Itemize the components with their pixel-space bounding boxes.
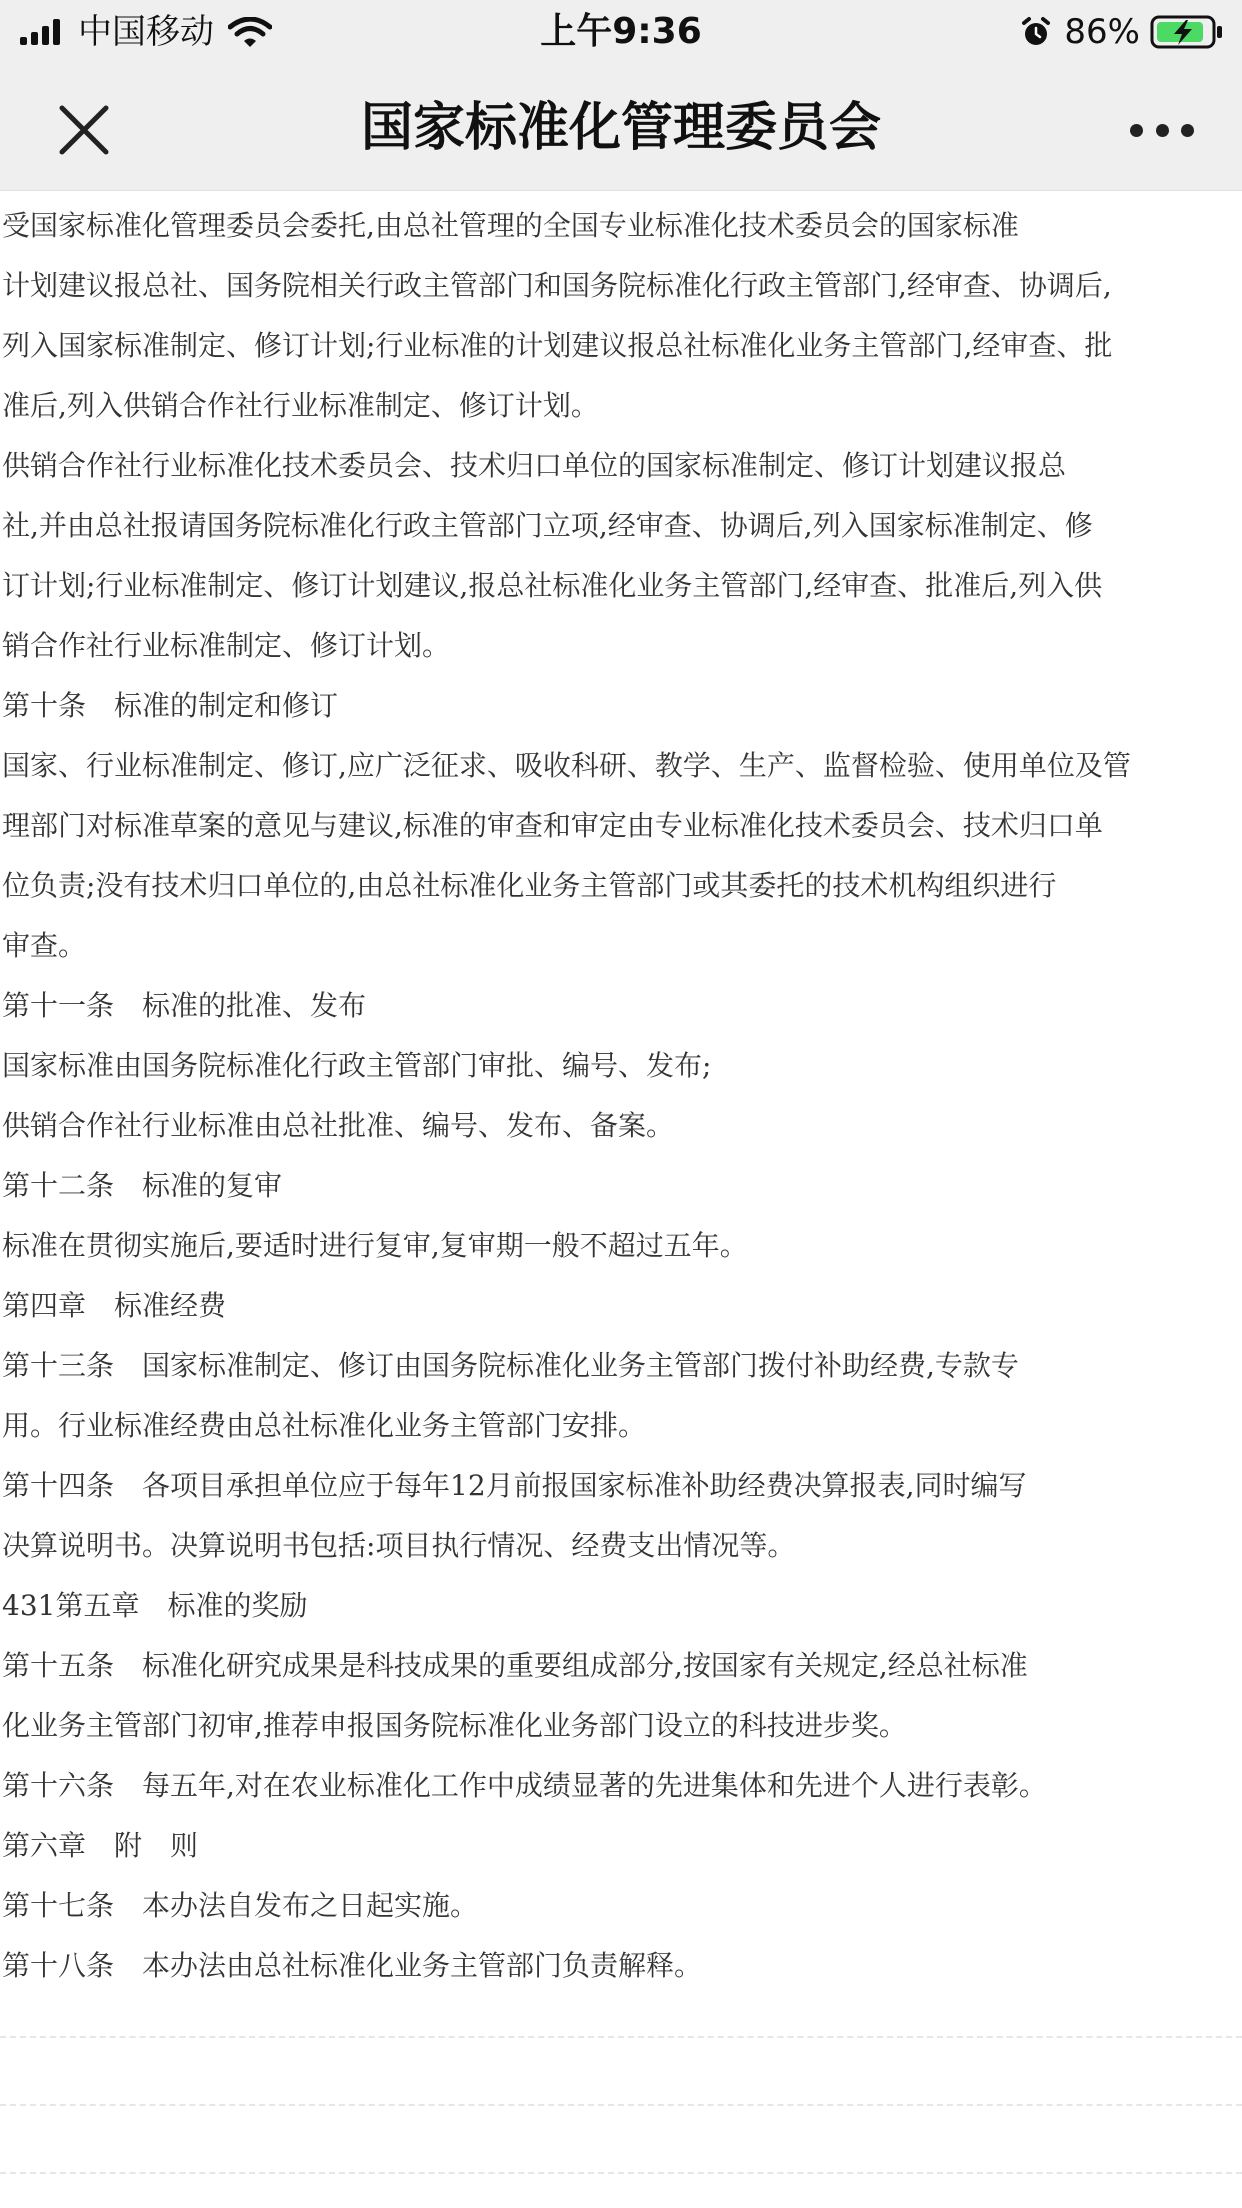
text-line: 第十七条 本办法自发布之日起实施。 — [2, 1889, 479, 1922]
text-line: 列入国家标准制定、修订计划;行业标准的计划建议报总社标准化业务主管部门,经审查、批 — [2, 329, 1113, 362]
text-line: 销合作社行业标准制定、修订计划。 — [2, 629, 451, 662]
section-heading: 第十一条 标准的批准、发布 — [2, 989, 367, 1022]
divider — [0, 2036, 1242, 2038]
battery-percentage: 86% — [1064, 12, 1140, 52]
text-line: 订计划;行业标准制定、修订计划建议,报总社标准化业务主管部门,经审查、批准后,列入供 — [2, 569, 1103, 602]
text-line: 第十五条 标准化研究成果是科技成果的重要组成部分,按国家有关规定,经总社标准 — [2, 1649, 1028, 1682]
battery-charging-icon — [1150, 15, 1224, 49]
text-line: 供销合作社行业标准化技术委员会、技术归口单位的国家标准制定、修订计划建议报总 — [2, 449, 1067, 482]
text-line: 第十三条 国家标准制定、修订由国务院标准化业务主管部门拨付补助经费,专款专 — [2, 1349, 1019, 1382]
text-line: 理部门对标准草案的意见与建议,标准的审查和审定由专业标准化技术委员会、技术归口单 — [2, 809, 1103, 842]
text-line: 决算说明书。决算说明书包括:项目执行情况、经费支出情况等。 — [2, 1529, 796, 1562]
chapter-heading: 第六章 附 则 — [2, 1829, 199, 1862]
status-right — [1020, 10, 1224, 54]
text-line: 标准在贯彻实施后,要适时进行复审,复审期一般不超过五年。 — [2, 1229, 748, 1262]
text-line: 审查。 — [2, 929, 87, 962]
text-line: 供销合作社行业标准由总社批准、编号、发布、备案。 — [2, 1109, 675, 1142]
text-line: 化业务主管部门初审,推荐申报国务院标准化业务部门设立的科技进步奖。 — [2, 1709, 907, 1742]
more-options-icon[interactable] — [1130, 102, 1194, 158]
close-icon[interactable] — [52, 98, 116, 162]
carrier-name: 中国移动 — [78, 12, 214, 52]
chapter-heading: 第四章 标准经费 — [2, 1289, 227, 1322]
text-line: 位负责;没有技术归口单位的,由总社标准化业务主管部门或其委托的技术机构组织进行 — [2, 869, 1057, 902]
section-heading: 第十二条 标准的复审 — [2, 1169, 283, 1202]
status-bar — [0, 0, 1242, 62]
text-line: 社,并由总社报请国务院标准化行政主管部门立项,经审查、协调后,列入国家标准制定、修 — [2, 509, 1093, 542]
text-line: 用。行业标准经费由总社标准化业务主管部门安排。 — [2, 1409, 647, 1442]
text-line: 第十六条 每五年,对在农业标准化工作中成绩显著的先进集体和先进个人进行表彰。 — [2, 1769, 1047, 1802]
page-title: 国家标准化管理委员会 — [360, 98, 881, 158]
section-heading: 第十条 标准的制定和修订 — [2, 689, 339, 722]
alarm-clock-icon — [1020, 16, 1052, 48]
status-time: 上午9:36 — [540, 11, 702, 52]
text-line: 第十四条 各项目承担单位应于每年12月前报国家标准补助经费决算报表,同时编写 — [2, 1469, 1027, 1502]
text-line: 第十八条 本办法由总社标准化业务主管部门负责解释。 — [2, 1949, 703, 1982]
text-line: 受国家标准化管理委员会委托,由总社管理的全国专业标准化技术委员会的国家标准 — [2, 209, 1019, 242]
text-line: 准后,列入供销合作社行业标准制定、修订计划。 — [2, 389, 599, 422]
text-line: 国家、行业标准制定、修订,应广泛征求、吸收科研、教学、生产、监督检验、使用单位及管 — [2, 749, 1131, 782]
text-line: 国家标准由国务院标准化行政主管部门审批、编号、发布; — [2, 1049, 712, 1082]
chapter-heading: 431第五章 标准的奖励 — [2, 1589, 308, 1622]
divider — [0, 2172, 1242, 2174]
text-line: 计划建议报总社、国务院相关行政主管部门和国务院标准化行政主管部门,经审查、协调后, — [2, 269, 1112, 302]
navigation-bar — [0, 62, 1242, 191]
article-body — [0, 196, 1242, 1996]
divider — [0, 2104, 1242, 2106]
